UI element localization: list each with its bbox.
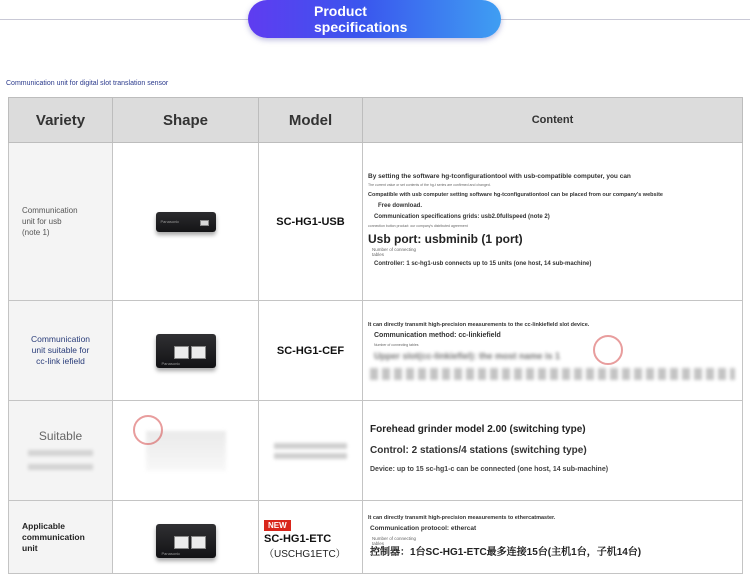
variety-cell	[9, 301, 113, 401]
shape-cell	[113, 301, 259, 401]
shape-cell	[113, 501, 259, 574]
spec-table	[8, 97, 743, 574]
ethernet-port-icon	[174, 346, 189, 359]
variety-line: unit for usb	[22, 217, 62, 226]
content-line: Number of connecting tables	[374, 343, 419, 347]
content-line: Usb port: usbminib (1 port)	[368, 232, 523, 246]
variety-cell	[9, 401, 113, 501]
content-line: The current value or set contents of the hg-t series are confirmed and changed.	[368, 183, 491, 187]
content-line: Free download.	[378, 203, 423, 209]
content-line: Compatible with usb computer setting software hg-tconfigurationtool can be placed from our company's website	[368, 192, 663, 198]
usb-unit-image	[156, 212, 216, 232]
model-cell	[259, 301, 363, 401]
banner-title	[314, 3, 407, 35]
variety-line: Communication	[22, 206, 78, 215]
variety-text	[10, 431, 111, 442]
header-shape: Shape	[113, 98, 259, 143]
variety-text	[10, 521, 111, 554]
content-line: Control: 2 stations/4 stations (switching type)	[370, 445, 587, 456]
content-line: Forehead grinder model 2.00 (switching type)	[370, 424, 586, 435]
content-line: tables	[372, 252, 385, 257]
banner-title-line2: specifications	[314, 19, 408, 35]
content-line: tables	[372, 540, 385, 546]
shape-cell	[113, 401, 259, 501]
table-header-row	[9, 98, 743, 143]
model-name: SC-HG1-USB	[276, 215, 345, 228]
ethercat-unit-image	[156, 524, 216, 558]
content-cell	[363, 143, 743, 301]
model-name: SC-HG1-ETC	[264, 532, 332, 545]
cclink-unit-image	[156, 334, 216, 368]
model-cell	[259, 401, 363, 501]
variety-line: cc-link iefield	[36, 356, 85, 366]
device-brand: Panasonic	[161, 551, 181, 556]
ethernet-port-icon	[174, 536, 189, 549]
variety-line: Communication	[30, 334, 91, 344]
content-line: It can directly transmit high-precision measurements to ethercatmaster.	[368, 514, 556, 521]
red-stamp	[133, 415, 163, 445]
page-subtitle: Communication unit for digital slot translation sensor	[6, 80, 169, 87]
model-cell	[259, 501, 363, 574]
content-line: Communication specifications grids: usb2.0fullspeed (note 2)	[374, 214, 550, 220]
table-row	[9, 401, 743, 501]
device-brand: Panasonic	[160, 218, 180, 224]
content-line: Number of connecting	[372, 535, 417, 541]
header-variety: Variety	[9, 98, 113, 143]
product-specifications-banner	[248, 0, 501, 38]
variety-line: (note 1)	[22, 228, 50, 237]
header-model: Model	[259, 98, 363, 143]
variety-cell	[9, 143, 113, 301]
header-content: Content	[363, 98, 743, 143]
variety-line: communication	[22, 531, 85, 542]
variety-line: unit suitable for	[31, 345, 90, 355]
table-row	[9, 143, 743, 301]
variety-cell	[9, 501, 113, 574]
model-cell	[259, 143, 363, 301]
blurred-text-block	[274, 453, 347, 459]
content-cell	[363, 301, 743, 401]
blurred-text-block	[274, 443, 347, 449]
variety-line: Suitable	[38, 429, 83, 443]
ethernet-port-icon	[191, 536, 206, 549]
shape-cell	[113, 143, 259, 301]
usb-port-icon	[200, 220, 209, 226]
content-line: Controller: 1 sc-hg1-usb connects up to 15 units (one host, 14 sub-machine)	[374, 261, 592, 267]
banner-title-line1: Product	[314, 3, 367, 19]
blurred-text-block	[28, 450, 93, 456]
blurred-text-block	[28, 464, 93, 470]
content-line: Communication protocol: ethercat	[370, 524, 477, 532]
model-name: SC-HG1-CEF	[276, 344, 345, 357]
variety-text	[10, 205, 111, 238]
content-line: Upper slot(cc-linkiefiel): the most name is 1	[374, 351, 561, 361]
device-brand: Panasonic	[161, 360, 181, 366]
ethernet-port-icon	[191, 346, 206, 359]
blurred-text-block	[370, 368, 735, 380]
content-cell	[363, 501, 743, 574]
variety-line: unit	[22, 542, 38, 553]
model-sub-name: （USCHG1ETC）	[264, 548, 346, 560]
content-cell	[363, 401, 743, 501]
content-line: connection button product: our company's distributed agreement	[368, 224, 468, 228]
table-row	[9, 301, 743, 401]
content-line: It can directly transmit high-precision measurements to the cc-linkiefield slot device.	[368, 322, 590, 328]
content-line: Number of connecting	[372, 247, 417, 252]
table-row	[9, 501, 743, 574]
content-line: By setting the software hg-tconfigurationtool with usb-compatible computer, you can	[368, 173, 631, 180]
variety-text	[10, 334, 111, 367]
new-badge: NEW	[264, 520, 291, 531]
content-line: Device: up to 15 sc-hg1-c can be connected (one host, 14 sub-machine)	[370, 466, 609, 473]
content-line: 控制器：1台SC-HG1-ETC最多连接15台(主机1台，子机14台)	[370, 546, 642, 558]
variety-line: Applicable	[22, 520, 65, 531]
content-line: Communication method: cc-linkiefield	[374, 332, 501, 339]
red-stamp	[593, 335, 623, 365]
